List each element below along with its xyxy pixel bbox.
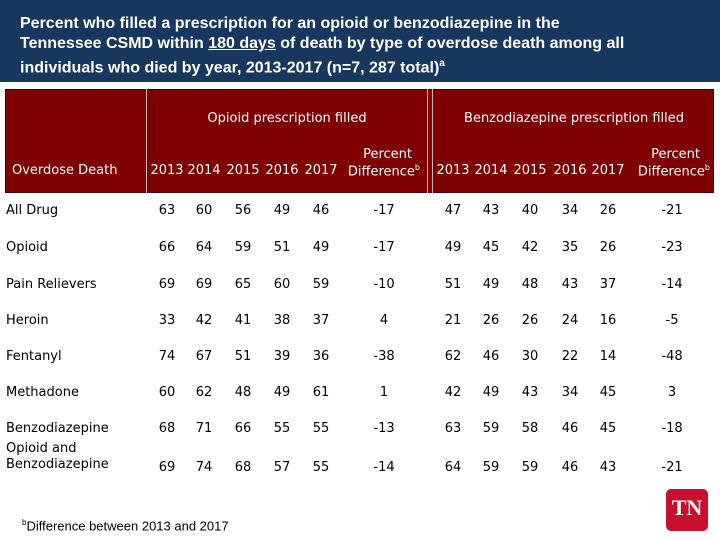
table-cell-diff: -18 — [661, 421, 683, 436]
table-cell-diff: -17 — [373, 203, 395, 218]
table-cell: 51 — [273, 240, 291, 255]
table-cell: 60 — [195, 203, 213, 218]
year-header: 2013 — [150, 163, 184, 178]
row-label: Benzodiazepine — [6, 421, 109, 436]
row-label: Opioid and Benzodiazepine — [6, 441, 109, 472]
tn-logo — [666, 489, 708, 531]
table-cell: 69 — [158, 277, 176, 292]
table-cell: 45 — [599, 385, 617, 400]
table-cell-diff: -48 — [661, 349, 683, 364]
table-cell: 46 — [561, 421, 579, 436]
footnote-marker: b — [22, 518, 27, 527]
table-cell: 69 — [195, 277, 213, 292]
table-cell: 59 — [234, 240, 252, 255]
table-cell: 24 — [561, 313, 579, 328]
title-line-3: individuals who died by year, 2013-2017 (n=7, 287 total) — [20, 59, 440, 77]
year-header: 2015 — [226, 163, 260, 178]
table-cell: 37 — [312, 313, 330, 328]
table-cell: 48 — [521, 277, 539, 292]
table-cell: 49 — [273, 385, 291, 400]
row-label: Methadone — [6, 385, 79, 400]
table-cell-diff: -13 — [373, 421, 395, 436]
table-cell: 43 — [599, 460, 617, 475]
table-cell-diff: -21 — [661, 460, 683, 475]
table-cell: 55 — [312, 421, 330, 436]
table-cell: 51 — [444, 277, 462, 292]
year-header: 2015 — [513, 163, 547, 178]
table-cell: 46 — [482, 349, 500, 364]
table-cell: 40 — [521, 203, 539, 218]
title-line-2-prefix: Tennessee CSMD within — [20, 35, 209, 52]
year-header: 2017 — [591, 163, 625, 178]
table-cell: 45 — [599, 421, 617, 436]
diff-header-top: Percent — [363, 147, 412, 162]
table-cell: 16 — [599, 313, 617, 328]
header-divider — [432, 89, 433, 193]
table-cell: 36 — [312, 349, 330, 364]
table-cell: 64 — [195, 240, 213, 255]
table-cell: 58 — [521, 421, 539, 436]
table-cell-diff: -38 — [373, 349, 395, 364]
table-cell: 42 — [444, 385, 462, 400]
table-cell: 43 — [521, 385, 539, 400]
slide-title — [20, 14, 710, 78]
year-header: 2014 — [187, 163, 221, 178]
table-cell: 56 — [234, 203, 252, 218]
row-label: Pain Relievers — [6, 277, 97, 292]
table-cell: 59 — [482, 421, 500, 436]
group-header-opioid: Opioid prescription filled — [207, 111, 367, 126]
table-cell: 43 — [482, 203, 500, 218]
table-cell-diff: -21 — [661, 203, 683, 218]
table-cell-diff: -10 — [373, 277, 395, 292]
table-cell: 34 — [561, 385, 579, 400]
table-cell: 74 — [195, 460, 213, 475]
table-cell: 60 — [158, 385, 176, 400]
table-cell: 26 — [599, 203, 617, 218]
table-cell: 59 — [482, 460, 500, 475]
table-cell: 67 — [195, 349, 213, 364]
title-footnote-marker: a — [439, 58, 445, 69]
diff-header-sup: b — [414, 163, 420, 172]
table-cell: 38 — [273, 313, 291, 328]
table-cell: 22 — [561, 349, 579, 364]
table-cell-diff: -17 — [373, 240, 395, 255]
table-cell-diff: -5 — [665, 313, 679, 328]
table-cell: 14 — [599, 349, 617, 364]
table-cell: 55 — [273, 421, 291, 436]
year-header: 2014 — [474, 163, 508, 178]
title-line-2-underlined: 180 days — [208, 35, 276, 52]
diff-header-bottom — [638, 163, 710, 179]
diff-header-text: Difference — [637, 164, 705, 180]
table-cell: 21 — [444, 313, 462, 328]
table-cell: 68 — [234, 460, 252, 475]
header-divider — [427, 89, 428, 193]
table-cell: 63 — [444, 421, 462, 436]
table-cell-diff: -23 — [661, 240, 683, 255]
table-cell: 49 — [482, 385, 500, 400]
footnote — [22, 518, 229, 533]
row-label: Heroin — [6, 313, 49, 328]
table-cell: 49 — [312, 240, 330, 255]
table-cell: 26 — [599, 240, 617, 255]
table-cell: 47 — [444, 203, 462, 218]
diff-header-bottom — [348, 163, 420, 179]
title-bar — [0, 0, 720, 82]
diff-header-text: Difference — [347, 164, 415, 180]
table-cell: 74 — [158, 349, 176, 364]
table-cell: 65 — [234, 277, 252, 292]
table-cell: 42 — [521, 240, 539, 255]
table-cell: 63 — [158, 203, 176, 218]
year-header: 2016 — [553, 163, 587, 178]
table-cell: 41 — [234, 313, 252, 328]
year-header: 2013 — [436, 163, 470, 178]
table-cell: 49 — [444, 240, 462, 255]
table-cell: 49 — [273, 203, 291, 218]
group-header-benzo: Benzodiazepine prescription filled — [464, 111, 684, 126]
table-cell-diff: 3 — [667, 385, 677, 400]
table-cell: 30 — [521, 349, 539, 364]
table-cell: 26 — [482, 313, 500, 328]
table-cell: 46 — [561, 460, 579, 475]
tn-logo-text: TN — [671, 495, 703, 520]
table-cell: 68 — [158, 421, 176, 436]
table-cell: 26 — [521, 313, 539, 328]
table-cell: 60 — [273, 277, 291, 292]
table-cell: 37 — [599, 277, 617, 292]
table-cell: 71 — [195, 421, 213, 436]
row-header-label: Overdose Death — [12, 163, 118, 178]
table-cell: 39 — [273, 349, 291, 364]
year-header: 2016 — [265, 163, 299, 178]
table-cell: 35 — [561, 240, 579, 255]
table-cell: 62 — [444, 349, 462, 364]
table-cell: 49 — [482, 277, 500, 292]
table-cell: 62 — [195, 385, 213, 400]
title-line-1: Percent who filled a prescription for an opioid or benzodiazepine in the — [20, 15, 560, 32]
table-cell: 64 — [444, 460, 462, 475]
title-line-2-suffix: of death by type of overdose death among all — [275, 35, 625, 52]
table-cell: 59 — [312, 277, 330, 292]
table-cell: 48 — [234, 385, 252, 400]
header-divider — [146, 89, 147, 193]
table-cell: 69 — [158, 460, 176, 475]
table-cell: 42 — [195, 313, 213, 328]
table-cell: 34 — [561, 203, 579, 218]
table-cell: 55 — [312, 460, 330, 475]
table-cell-diff: -14 — [661, 277, 683, 292]
row-label: Fentanyl — [6, 349, 62, 364]
table-cell-diff: 4 — [379, 313, 389, 328]
table-cell: 45 — [482, 240, 500, 255]
table-cell: 66 — [234, 421, 252, 436]
row-label: All Drug — [6, 203, 59, 218]
table-cell: 43 — [561, 277, 579, 292]
table-cell: 57 — [273, 460, 291, 475]
table-cell-diff: 1 — [379, 385, 389, 400]
table-cell: 66 — [158, 240, 176, 255]
table-cell: 61 — [312, 385, 330, 400]
table-cell: 33 — [158, 313, 176, 328]
footnote-text: Difference between 2013 and 2017 — [26, 518, 229, 534]
table-cell: 59 — [521, 460, 539, 475]
table-cell: 46 — [312, 203, 330, 218]
diff-header-top: Percent — [651, 147, 700, 162]
row-label: Opioid — [6, 240, 48, 255]
diff-header-sup: b — [704, 163, 710, 172]
table-cell: 51 — [234, 349, 252, 364]
year-header: 2017 — [304, 163, 338, 178]
table-cell-diff: -14 — [373, 460, 395, 475]
